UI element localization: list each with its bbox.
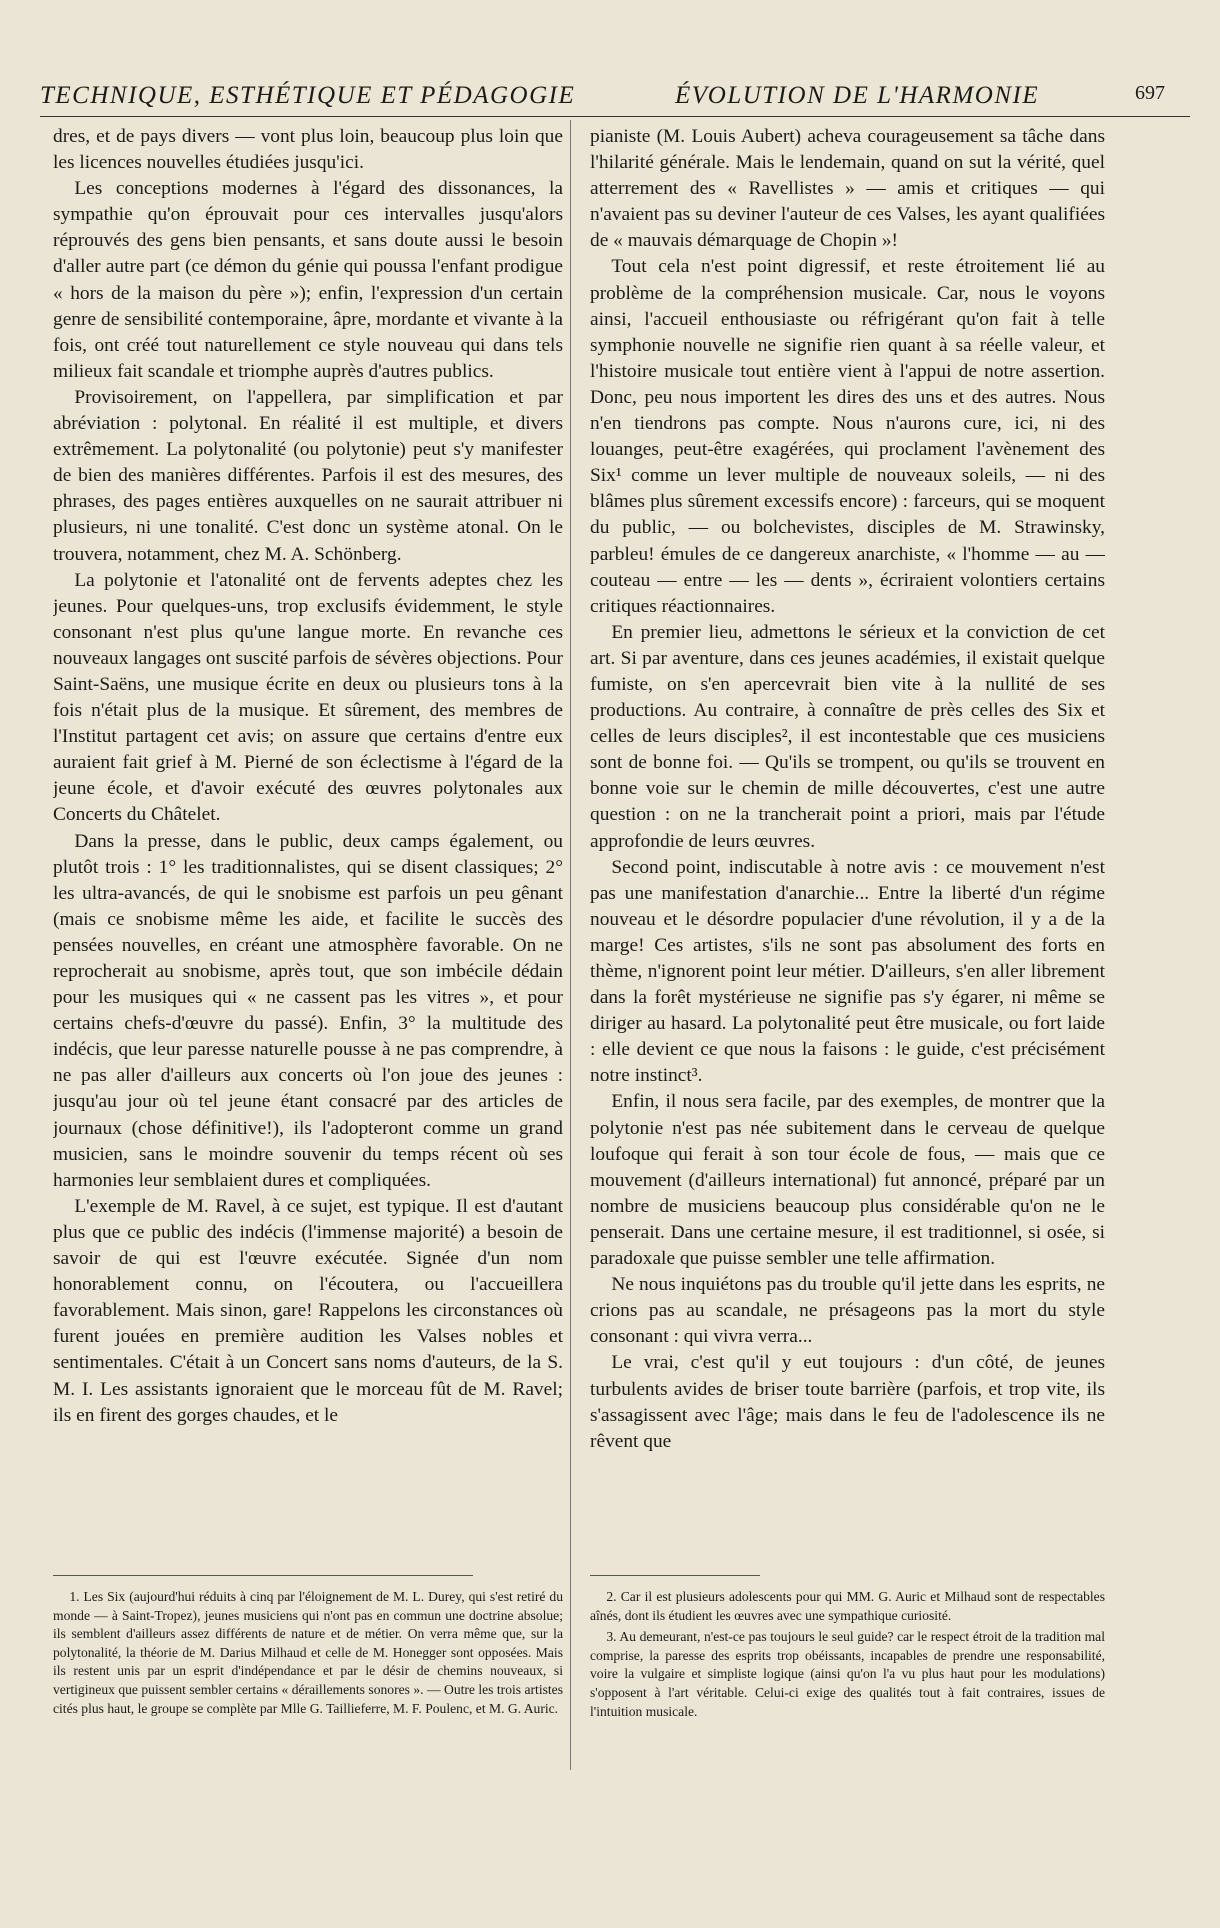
- paragraph: En premier lieu, admettons le sérieux et la conviction de cet art. Si par aventure, dans ces jeunes académies, il existait quelque fumiste, on s'en apercevrait bien vite à la nullité de ses productions. Au contraire, à connaître de près celles des Six et celles de leurs disciples², il est incontestable que ces musiciens sont de bonne foi. — Qu'ils se trompent, ou qu'ils se trouvent en bonne voie sur le chemin de mille découvertes, c'est une autre question : on ne la trancherait point a priori, mais par l'étude approfondie de leurs œuvres.: [590, 621, 1105, 852]
- left-column: [53, 124, 563, 1721]
- paragraph: Les conceptions modernes à l'égard des dissonances, la sympathie qu'on éprouvait pour ces intervalles jusqu'alors réprouvés des gens bien pensants, et sans doute aussi le besoin d'aller autre part (ce démon du génie qui poussa l'enfant prodigue « hors de la maison du père »); enfin, l'expression d'un certain genre de sensibilité contemporaine, âpre, mordante et vivante à la fois, ont créé tout naturellement ce style nouveau qui dans tels milieux fait scandale et triomphe auprès d'autres publics.: [53, 178, 563, 382]
- running-header: [40, 82, 1190, 116]
- footnote-rule: [53, 1575, 473, 1576]
- right-column: [590, 124, 1105, 1724]
- paragraph: pianiste (M. Louis Aubert) acheva courageusement sa tâche dans l'hilarité générale. Mais le lendemain, quand on sut la vérité, quel atterrement des « Ravellistes » — amis et critiques — qui n'avaient pas su deviner l'auteur de ces Valses, les ayant qualifiées de « mauvais démarquage de Chopin »!: [590, 126, 1105, 252]
- paragraph: Ne nous inquiétons pas du trouble qu'il jette dans les esprits, ne crions pas au scandale, ne présageons pas la mort du style consonant : qui vivra verra...: [590, 1274, 1105, 1348]
- paragraph: dres, et de pays divers — vont plus loin, beaucoup plus loin que les licences nouvelles étudiées jusqu'ici.: [53, 126, 563, 174]
- column-divider: [570, 120, 571, 1770]
- footnotes: [53, 1588, 563, 1718]
- page-number: 697: [1135, 82, 1165, 104]
- footnote: 2. Car il est plusieurs adolescents pour qui MM. G. Auric et Milhaud sont de respectables aînés, dont ils étudient les œuvres avec une sympathique curiosité.: [590, 1589, 1105, 1623]
- footnote-rule: [590, 1575, 760, 1576]
- paragraph: L'exemple de M. Ravel, à ce sujet, est typique. Il est d'autant plus que ce public des indécis (l'immense majorité) a besoin de savoir de qui est l'œuvre exécutée. Signée d'un nom honorablement connu, on l'écoutera, ou l'accueillera favorablement. Mais sinon, gare! Rappelons les circonstances où furent jouées en première audition les Valses nobles et sentimentales. C'était à un Concert sans noms d'auteurs, de la S. M. I. Les assistants ignoraient que le morceau fût de M. Ravel; ils en firent des gorges chaudes, et le: [53, 1195, 563, 1426]
- paragraph: Provisoirement, on l'appellera, par simplification et par abréviation : polytonal. En réalité il est multiple, et divers extrêmement. La polytonalité (ou polytonie) peut s'y manifester de bien des manières différentes. Parfois il est des mesures, des phrases, des pages entières auxquelles on ne saurait attribuer ni plusieurs, ni une tonalité. C'est donc un système atonal. On le trouvera, notamment, chez M. A. Schönberg.: [53, 386, 563, 565]
- footnote: 3. Au demeurant, n'est-ce pas toujours le seul guide? car le respect étroit de la tradition mal comprise, la paresse des esprits trop obéissants, incapables de prendre une responsabilité, voire la vulgaire et simpliste logique (ainsi qu'on l'a vu plus haut pour les modulations) s'opposent à l'art véritable. Celui-ci exige des qualités tout à fait contraires, issues de l'intuition musicale.: [590, 1629, 1105, 1719]
- header-right: [675, 82, 1165, 110]
- paragraph: Le vrai, c'est qu'il y eut toujours : d'un côté, de jeunes turbulents avides de briser toute barrière (parfois, et trop vite, ils s'assagissent avec l'âge; mais dans le feu de l'adolescence ils ne rêvent que: [590, 1352, 1105, 1452]
- paragraph: Dans la presse, dans le public, deux camps également, ou plutôt trois : 1° les traditionnalistes, qui se disent classiques; 2° les ultra-avancés, de qui le snobisme est parfois un peu gênant (mais ce snobisme même les aide, et facilite le succès des pensées nouvelles, en créant une atmosphère favorable. On ne reprocherait au snobisme, après tout, que son imbécile dédain pour les musiques qui « ne cassent pas les vitres », et pour certains chefs-d'œuvre du passé). Enfin, 3° la multitude des indécis, que leur paresse naturelle pousse à ne pas comprendre, à ne pas aller d'ailleurs aux concerts où l'on joue des jeunes : jusqu'au jour où tel jeune étant consacré par des articles de journaux (chose définitive!), ils l'adopteront comme un grand musicien, sans le moindre souvenir du temps récent où ses harmonies leur semblaient dures et compliquées.: [53, 830, 563, 1191]
- paragraph: Enfin, il nous sera facile, par des exemples, de montrer que la polytonie n'est pas née subitement dans le cerveau de quelque loufoque qui ferait à son tour école de fous, — mais que ce mouvement (d'ailleurs international) fut annoncé, préparé par un nombre de musiciens beaucoup plus considérable qu'on ne le penserait. Dans une certaine mesure, il est traditionnel, si osée, si paradoxale que puisse sembler une telle affirmation.: [590, 1091, 1105, 1270]
- paragraph: Tout cela n'est point digressif, et reste étroitement lié au problème de la compréhension musicale. Car, nous le voyons ainsi, l'accueil enthousiaste ou réfrigérant qu'on fait à telle symphonie nouvelle ne signifie rien quant à sa réelle valeur, et l'histoire musicale tout entière vient à l'appui de notre assertion. Donc, peu nous importent les dires des uns et des autres. Nous n'en tiendrons pas compte. Nous n'aurons cure, ici, ni des louanges, peut-être exagérées, qui proclament l'avènement des Six¹ comme un lever multiple de nouveaux soleils, — ni des blâmes plus sûrement excessifs encore) : farceurs, qui se moquent du public, — ou bolchevistes, disciples de M. Strawinsky, parbleu! émules de ce dangereux anarchiste, « l'homme — au — couteau — entre — les — dents », écriraient volontiers certains critiques réactionnaires.: [590, 256, 1105, 617]
- header-left-title: TECHNIQUE, ESTHÉTIQUE ET PÉDAGOGIE: [40, 82, 576, 109]
- footnotes: [590, 1588, 1105, 1721]
- header-right-title: ÉVOLUTION DE L'HARMONIE: [675, 82, 1040, 109]
- right-column-body: [590, 124, 1105, 1569]
- footnote: 1. Les Six (aujourd'hui réduits à cinq par l'éloignement de M. L. Durey, qui s'est retiré du monde — à Saint-Tropez), jeunes musiciens qui n'ont pas en commun une doctrine absolue; ils semblent d'ailleurs assez différents de nature et de métier. On verra même que, sur la polytonalité, la théorie de M. Darius Milhaud et celle de M. Honegger sont opposées. Mais ils restent unis par un esprit d'indépendance et par le désir de chemins nouveaux, si vertigineux que puissent sembler certains « déraillements sonores ». — Outre les trois artistes cités plus haut, le groupe se complète par Mlle G. Taillieferre, M. F. Poulenc, et M. G. Auric.: [53, 1589, 563, 1716]
- paragraph: La polytonie et l'atonalité ont de fervents adeptes chez les jeunes. Pour quelques-uns, trop exclusifs évidemment, le style consonant n'est plus qu'une langue morte. En revanche ces nouveaux langages ont suscité parfois de sévères objections. Pour Saint-Saëns, une musique écrite en deux ou plusieurs tons à la fois n'était plus de la musique. Et sûrement, des membres de l'Institut partagent cet avis; on assure que certains d'entre eux auraient fait grief à M. Pierné de son éclectisme à l'égard de la jeune école, et d'avoir exécuté des œuvres polytonales aux Concerts du Châtelet.: [53, 569, 563, 826]
- left-column-body: [53, 124, 563, 1569]
- header-rule: [40, 116, 1190, 117]
- paragraph: Second point, indiscutable à notre avis : ce mouvement n'est pas une manifestation d'anarchie... Entre la liberté d'un régime nouveau et le désordre populacier d'une révolution, il y a de la marge! Ces artistes, s'ils ne sont pas absolument des forts en thème, n'ignorent point leur métier. D'ailleurs, s'en aller librement dans la forêt mystérieuse ne signifie pas s'y égarer, ni même se diriger au hasard. La polytonalité peut être musicale, ou fort laide : elle devient ce que nous la faisons : le guide, c'est précisément notre instinct³.: [590, 856, 1105, 1087]
